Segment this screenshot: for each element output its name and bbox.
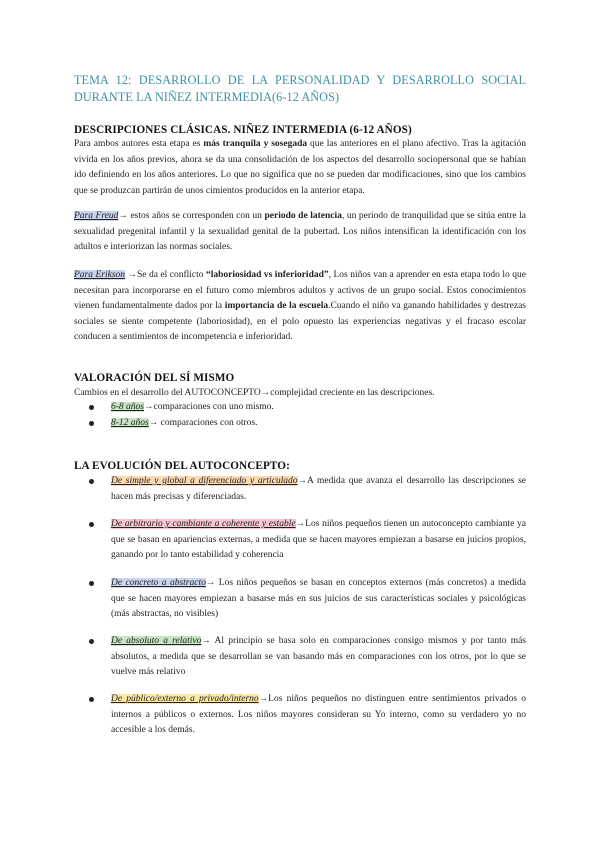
section-heading-descripciones: DESCRIPCIONES CLÁSICAS. NIÑEZ INTERMEDIA (6-12 AÑOS) xyxy=(74,124,412,136)
section-heading-valoracion: VALORACIÓN DEL SÍ MISMO xyxy=(74,372,235,384)
bullet-icon xyxy=(89,581,94,586)
freud-text-c: , un periodo de tranquilidad que se sitúa entre la sexualidad pregenital infantil y la sexualidad genital de la pubertad. Los niños intensifican la identificación con los adultos e interiorizan las normas sociales. xyxy=(74,211,526,253)
bullet-icon xyxy=(89,421,94,426)
list-item-absoluto xyxy=(111,634,526,681)
list-item-text: →Los niños pequeños no distinguen entre sentimientos privados o internos a públicos o externos. Los niños mayores consideran su Yo interno, como su verdadero yo no accesible a los demás. xyxy=(111,694,526,736)
list-item-label: De arbitrario y cambiante a coherente y estable xyxy=(111,519,296,529)
list-item-concreto xyxy=(111,576,526,623)
intro-text-a: Para ambos autores esta etapa es xyxy=(74,139,204,149)
list-item-text: →Los niños pequeños tienen un autoconcepto cambiante ya que se basan en apariencias externas, a medida que se hacen mayores empiezan a basarse en juicios propios, ganando por lo tanto estabilidad y coherencia xyxy=(111,519,526,561)
freud-label: Para Freud xyxy=(74,211,119,221)
list-item-label: 6-8 años xyxy=(111,402,144,412)
list-item-text: → Los niños pequeños se basan en conceptos externos (más concretos) a medida que se hacen mayores empiezan a basarse más en sus juicios de sus características sociales y psicológicas (más abstractas, no visibles) xyxy=(111,578,526,620)
paragraph-erikson xyxy=(74,268,526,346)
erikson-text-c: , Los niños van a aprender en esta etapa todo lo que necesitan para incorporarse en el futuro como miembros adultos y activos de un grupo social. Estos conocimientos vienen fundamentalmente dados por la xyxy=(74,270,526,312)
bullet-icon xyxy=(89,405,94,410)
page-title: TEMA 12: DESARROLLO DE LA PERSONALIDAD Y DESARROLLO SOCIAL DURANTE LA NIÑEZ INTERMEDIA(6-12 AÑOS) xyxy=(74,73,526,104)
list-item-label: De absoluto a relativo xyxy=(111,636,202,646)
erikson-label: Para Erikson xyxy=(74,270,126,280)
list-item-label: De concreto a abstracto xyxy=(111,578,206,588)
list-item-label: 8-12 años xyxy=(111,418,149,428)
bullet-icon xyxy=(89,697,94,702)
intro-bold: más tranquila y sosegada xyxy=(203,139,308,149)
list-item-8-12 xyxy=(111,418,257,428)
list-item-text: → Al principio se basa solo en comparaciones consigo mismos y por tanto más absolutos, a medida que se desarrollan se van basando más en comparaciones con los otros, por lo que se vuelve más relativo xyxy=(111,636,526,678)
paragraph-autoconcepto-intro: Cambios en el desarrollo del AUTOCONCEPTO→complejidad creciente en las descripciones. xyxy=(74,388,435,398)
list-item-publico xyxy=(111,692,526,739)
list-item-label: De público/externo a privado/interno xyxy=(111,694,259,704)
list-item-text: → comparaciones con otros. xyxy=(148,418,258,428)
list-item-text: →comparaciones con uno mismo. xyxy=(144,402,274,412)
list-item-arbitrario xyxy=(111,517,526,564)
intro-text-c: que las anteriores en el plano afectivo. Tras la agitación vivida en los años previos, ahora se da una consolidación de los aspectos del desarrollo sociopersonal que se habían ido definiendo en los años anteriores. Lo que no significa que no se pueden dar modificaciones, sino que los cambios que se produzcan partirán de unos cimientos producidos en la anterior etapa. xyxy=(74,139,527,196)
section-heading-evolucion: LA EVOLUCIÓN DEL AUTOCONCEPTO: xyxy=(74,460,290,472)
erikson-text-e: .Cuando el niño va ganando habilidades y destrezas sociales se siente competente (laboriosidad), en el polo opuesto las experiencias negativas y el fracaso escolar conducen a sentimientos de incompetencia e inferioridad. xyxy=(74,301,527,343)
list-item-6-8 xyxy=(111,402,274,412)
paragraph-freud xyxy=(74,209,526,256)
bullet-icon xyxy=(89,639,94,644)
list-item-text: →A medida que avanza el desarrollo las descripciones se hacen más precisas y diferenciadas. xyxy=(111,476,526,502)
list-item-simple-global xyxy=(111,474,526,505)
bullet-icon xyxy=(89,522,94,527)
list-item-label: De simple y global a diferenciado y articulado xyxy=(111,476,298,486)
erikson-bold-conflict: “laboriosidad vs inferioridad” xyxy=(205,270,329,280)
freud-bold: periodo de latencia xyxy=(264,211,342,221)
erikson-bold-escuela: importancia de la escuela xyxy=(224,301,329,312)
erikson-text-a: →Se da el conflicto xyxy=(125,270,206,280)
bullet-icon xyxy=(89,479,94,484)
paragraph-intro xyxy=(74,137,526,199)
freud-text-a: → estos años se corresponden con un xyxy=(118,211,265,221)
